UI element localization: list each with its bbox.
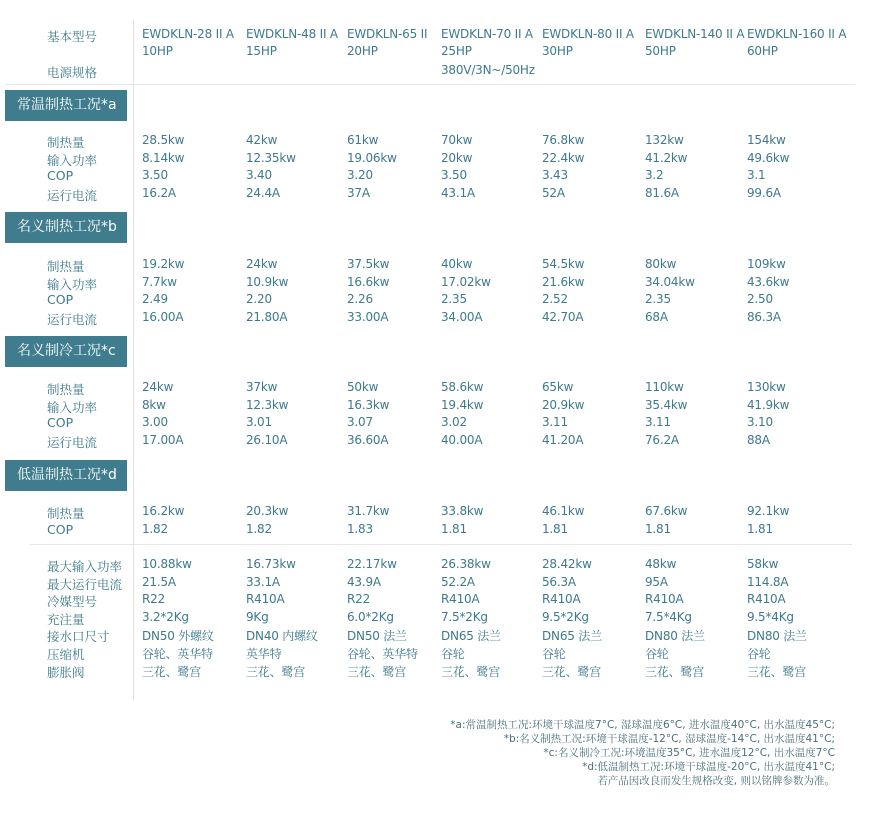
table-cell: 110kw (645, 380, 684, 394)
misc-divider (30, 544, 852, 545)
row-label: 输入功率 (47, 399, 98, 415)
table-cell: 三花、鹭宫 (747, 664, 807, 679)
table-cell: 40kw (441, 257, 473, 271)
footnote-c: *c:名义制冷工况:环境温度35°C, 进水温度12°C, 出水温度7°C (543, 747, 835, 759)
table-cell: 28.42kw (542, 557, 592, 571)
table-cell: 46.1kw (542, 504, 585, 518)
row-label: 充注量 (47, 611, 85, 627)
table-cell: 37kw (246, 380, 278, 394)
table-cell: 三花、鹭宫 (645, 664, 705, 679)
table-cell: 6.0*2Kg (347, 609, 394, 624)
section-title-nominal-cooling: 名义制冷工况*c (5, 336, 127, 367)
table-cell: 130kw (747, 380, 786, 394)
table-cell: 三花、鹭宫 (441, 664, 501, 679)
table-cell: 70kw (441, 133, 473, 147)
table-cell: 28.5kw (142, 133, 185, 147)
table-cell: 10.9kw (246, 274, 289, 289)
table-cell: 19.4kw (441, 397, 484, 412)
table-cell: R410A (645, 592, 684, 607)
table-cell: 50kw (347, 380, 379, 394)
table-cell: 56.3A (542, 574, 576, 589)
table-cell: 24kw (142, 380, 174, 394)
table-cell: 10.88kw (142, 557, 192, 571)
table-cell: 20.9kw (542, 397, 585, 412)
model-name: EWDKLN-160 II A (747, 27, 847, 41)
table-cell: 48kw (645, 557, 677, 571)
table-cell: 3.50 (441, 168, 467, 183)
table-cell: 41.2kw (645, 150, 688, 165)
table-cell: 36.60A (347, 432, 389, 447)
table-cell: 68A (645, 309, 668, 324)
table-cell: 99.6A (747, 185, 781, 200)
table-cell: 16.2kw (142, 504, 185, 518)
table-cell: R410A (246, 592, 285, 607)
table-cell: R410A (747, 592, 786, 607)
table-cell: 1.82 (246, 521, 272, 536)
table-cell: 37.5kw (347, 257, 390, 271)
table-cell: 16.73kw (246, 557, 296, 571)
table-cell: 20kw (441, 150, 473, 165)
row-label: 膨胀阀 (47, 664, 85, 680)
table-cell: 16.2A (142, 185, 176, 200)
table-cell: DN50 法兰 (347, 629, 407, 644)
table-cell: R410A (542, 592, 581, 607)
table-cell: 3.1 (747, 168, 766, 183)
row-label: 制热量 (47, 259, 85, 274)
table-cell: 3.43 (542, 168, 568, 183)
table-cell: 33.1A (246, 574, 280, 589)
table-cell: 9.5*2Kg (542, 609, 589, 624)
table-cell: 9.5*4Kg (747, 609, 794, 624)
table-cell: 3.10 (747, 415, 773, 430)
table-cell: 52A (542, 185, 565, 200)
table-cell: 3.02 (441, 415, 467, 430)
table-cell: 20.3kw (246, 504, 289, 518)
row-label: 最大输入功率 (47, 559, 123, 574)
section-title-normal-heating: 常温制热工况*a (5, 90, 127, 121)
table-cell: 76.2A (645, 432, 679, 447)
table-cell: 1.83 (347, 521, 373, 536)
row-label: 运行电流 (47, 434, 98, 450)
table-cell: 86.3A (747, 309, 781, 324)
model-name: EWDKLN-65 II (347, 27, 428, 41)
model-hp: 10HP (142, 44, 173, 58)
table-cell: 3.50 (142, 168, 168, 183)
table-cell: 谷轮 (747, 647, 771, 661)
table-cell: 43.1A (441, 185, 475, 200)
table-cell: 33.8kw (441, 504, 484, 518)
power-spec: 380V/3N~/50Hz (441, 63, 535, 77)
table-cell: 三花、鹭宫 (246, 664, 306, 679)
table-cell: 114.8A (747, 574, 789, 589)
table-cell: 1.81 (645, 521, 671, 536)
section-title-low-temp-heating: 低温制热工况*d (5, 460, 127, 491)
row-label: 输入功率 (47, 152, 98, 168)
table-cell: 3.2*2Kg (142, 609, 189, 624)
row-label: 制热量 (47, 382, 85, 397)
table-cell: 3.07 (347, 415, 373, 430)
table-cell: 2.35 (645, 292, 671, 307)
table-cell: 61kw (347, 133, 379, 147)
table-cell: 37A (347, 185, 370, 200)
table-cell: 12.3kw (246, 397, 289, 412)
model-hp: 25HP (441, 44, 472, 58)
table-cell: 7.5*2Kg (441, 609, 488, 624)
table-cell: 41.9kw (747, 397, 790, 412)
table-cell: 2.49 (142, 292, 168, 307)
row-label: 接水口尺寸 (47, 629, 110, 645)
table-cell: 88A (747, 432, 770, 447)
table-cell: 17.02kw (441, 274, 491, 289)
table-cell: 24kw (246, 257, 278, 271)
row-label: COP (47, 415, 74, 431)
table-cell: 33.00A (347, 309, 389, 324)
label-column-divider (133, 20, 134, 700)
table-cell: 21.6kw (542, 274, 585, 289)
table-cell: 9Kg (246, 609, 269, 624)
table-cell: 43.6kw (747, 274, 790, 289)
model-name: EWDKLN-48 II A (246, 27, 338, 41)
power-label: 电源规格 (47, 65, 98, 80)
table-cell: 34.04kw (645, 274, 695, 289)
model-name: EWDKLN-70 II A (441, 27, 533, 41)
model-hp: 15HP (246, 44, 277, 58)
table-cell: 132kw (645, 133, 684, 147)
table-cell: 52.2A (441, 574, 475, 589)
table-cell: 19.2kw (142, 257, 185, 271)
table-cell: 3.00 (142, 415, 168, 430)
table-cell: 三花、鹭宫 (347, 664, 407, 679)
table-cell: 42kw (246, 133, 278, 147)
table-cell: 3.20 (347, 168, 373, 183)
table-cell: 31.7kw (347, 504, 390, 518)
row-label: 运行电流 (47, 187, 98, 203)
table-cell: 3.2 (645, 168, 664, 183)
table-cell: 58kw (747, 557, 779, 571)
table-cell: 22.17kw (347, 557, 397, 571)
table-cell: 42.70A (542, 309, 584, 324)
table-cell: 谷轮 (542, 647, 566, 661)
table-cell: 19.06kw (347, 150, 397, 165)
table-cell: R22 (347, 592, 371, 607)
table-cell: 12.35kw (246, 150, 296, 165)
table-cell: 109kw (747, 257, 786, 271)
table-cell: 35.4kw (645, 397, 688, 412)
table-cell: 21.5A (142, 574, 176, 589)
table-cell: 2.26 (347, 292, 373, 307)
model-name: EWDKLN-140 II A (645, 27, 745, 41)
table-cell: 1.82 (142, 521, 168, 536)
table-cell: 92.1kw (747, 504, 790, 518)
row-label: 运行电流 (47, 311, 98, 327)
table-cell: 谷轮、英华特 (347, 647, 418, 661)
table-cell: 26.10A (246, 432, 288, 447)
table-cell: 41.20A (542, 432, 584, 447)
model-hp: 30HP (542, 44, 573, 58)
section-title-nominal-heating: 名义制热工况*b (5, 212, 127, 243)
table-cell: 2.20 (246, 292, 272, 307)
table-cell: 21.80A (246, 309, 288, 324)
table-cell: 81.6A (645, 185, 679, 200)
table-cell: 67.6kw (645, 504, 688, 518)
table-cell: 8.14kw (142, 150, 185, 165)
table-cell: DN40 内螺纹 (246, 629, 318, 644)
table-cell: 16.00A (142, 309, 184, 324)
model-hp: 60HP (747, 44, 778, 58)
footnote-disclaimer: 若产品因改良而发生规格改变, 则以铭牌参数为准。 (597, 775, 835, 787)
table-cell: 3.40 (246, 168, 272, 183)
model-hp: 50HP (645, 44, 676, 58)
table-cell: 三花、鹭宫 (142, 664, 202, 679)
table-cell: 谷轮 (645, 647, 669, 661)
table-cell: 谷轮、英华特 (142, 647, 213, 661)
row-label: 压缩机 (47, 647, 85, 662)
model-name: EWDKLN-80 II A (542, 27, 634, 41)
table-cell: 34.00A (441, 309, 483, 324)
table-cell: 英华特 (246, 647, 282, 661)
footnote-d: *d:低温制热工况:环境干球温度-20°C, 出水温度41°C; (582, 761, 835, 773)
model-label: 基本型号 (47, 29, 98, 44)
table-cell: 7.5*4Kg (645, 609, 692, 624)
table-cell: 76.8kw (542, 133, 585, 147)
table-cell: 26.38kw (441, 557, 491, 571)
table-cell: 1.81 (542, 521, 568, 536)
table-cell: DN65 法兰 (542, 629, 602, 644)
row-label: 输入功率 (47, 276, 98, 292)
table-cell: 95A (645, 574, 668, 589)
table-cell: DN50 外螺纹 (142, 629, 214, 644)
model-hp: 20HP (347, 44, 378, 58)
table-cell: 154kw (747, 133, 786, 147)
table-cell: 谷轮 (441, 647, 465, 661)
table-cell: 49.6kw (747, 150, 790, 165)
table-cell: 1.81 (747, 521, 773, 536)
table-cell: 3.01 (246, 415, 272, 430)
row-label: 制热量 (47, 506, 85, 521)
header-divider (5, 84, 855, 85)
row-label: COP (47, 168, 74, 184)
table-cell: 2.50 (747, 292, 773, 307)
table-cell: 65kw (542, 380, 574, 394)
model-name: EWDKLN-28 II A (142, 27, 234, 41)
table-cell: DN80 法兰 (747, 629, 807, 644)
table-cell: 80kw (645, 257, 677, 271)
table-cell: 1.81 (441, 521, 467, 536)
table-cell: 16.3kw (347, 397, 390, 412)
row-label: COP (47, 292, 74, 308)
table-cell: 3.11 (542, 415, 568, 430)
table-cell: 58.6kw (441, 380, 484, 394)
row-label: 最大运行电流 (47, 576, 123, 592)
table-cell: 2.52 (542, 292, 568, 307)
row-label: COP (47, 521, 74, 537)
row-label: 制热量 (47, 135, 85, 150)
table-cell: DN65 法兰 (441, 629, 501, 644)
table-cell: 16.6kw (347, 274, 390, 289)
row-label: 冷媒型号 (47, 594, 98, 610)
table-cell: 24.4A (246, 185, 280, 200)
footnote-b: *b:名义制热工况:环境干球温度-12°C, 湿球温度-14°C, 出水温度41°C; (503, 733, 835, 745)
table-cell: 三花、鹭宫 (542, 664, 602, 679)
table-cell: 54.5kw (542, 257, 585, 271)
table-cell: 43.9A (347, 574, 381, 589)
table-cell: 8kw (142, 397, 166, 412)
table-cell: DN80 法兰 (645, 629, 705, 644)
table-cell: 2.35 (441, 292, 467, 307)
table-cell: 3.11 (645, 415, 671, 430)
table-cell: R410A (441, 592, 480, 607)
footnote-a: *a:常温制热工况:环境干球温度7°C, 湿球温度6°C, 进水温度40°C, 出水温度45°C; (450, 719, 835, 731)
table-cell: 40.00A (441, 432, 483, 447)
table-cell: 22.4kw (542, 150, 585, 165)
table-cell: 17.00A (142, 432, 184, 447)
table-cell: R22 (142, 592, 166, 607)
table-cell: 7.7kw (142, 274, 177, 289)
